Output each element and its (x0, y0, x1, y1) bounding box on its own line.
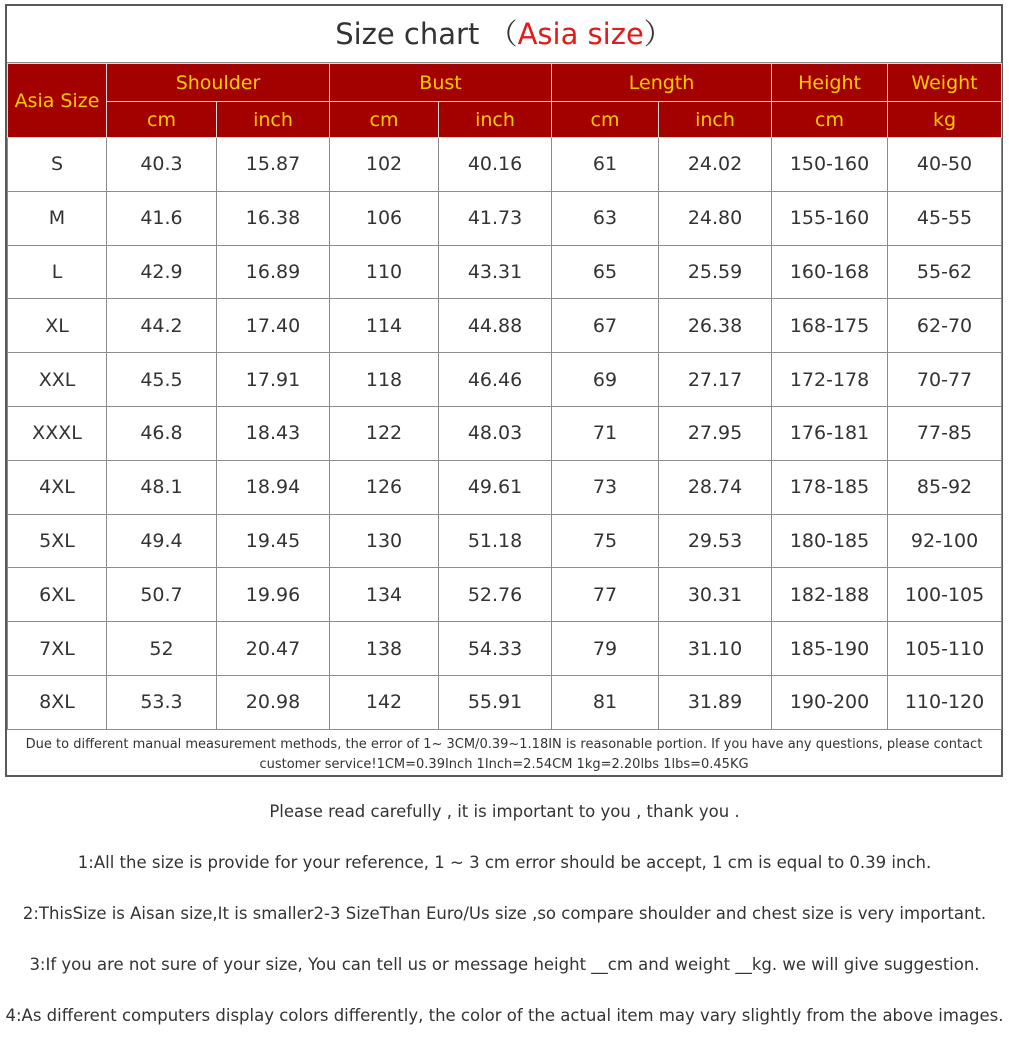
cell-length-cm: 65 (552, 245, 659, 299)
title-main: Size chart (335, 17, 480, 51)
cell-length-inch: 24.80 (659, 191, 772, 245)
header-bust: Bust (330, 64, 552, 102)
cell-shoulder-cm: 52 (107, 622, 217, 676)
cell-bust-cm: 110 (330, 245, 439, 299)
cell-height-cm: 150-160 (772, 138, 888, 192)
header-height: Height (772, 64, 888, 102)
cell-size: 6XL (8, 568, 107, 622)
cell-bust-inch: 54.33 (439, 622, 552, 676)
table-row (8, 460, 1002, 514)
cell-bust-inch: 51.18 (439, 514, 552, 568)
note-4: 4:As different computers display colors differently, the color of the actual item may vary slightly from the above images. (5, 1006, 1004, 1025)
cell-shoulder-inch: 20.47 (217, 622, 330, 676)
title-accent: Asia size (517, 17, 644, 51)
cell-shoulder-cm: 48.1 (107, 460, 217, 514)
cell-height-cm: 155-160 (772, 191, 888, 245)
cell-weight-kg: 105-110 (888, 622, 1002, 676)
cell-shoulder-inch: 17.40 (217, 299, 330, 353)
cell-shoulder-cm: 46.8 (107, 406, 217, 460)
unit-bust-inch: inch (439, 102, 552, 138)
note-3: 3:If you are not sure of your size, You can tell us or message height __cm and weight __kg. we will give suggestion. (29, 955, 980, 974)
cell-height-cm: 190-200 (772, 675, 888, 729)
unit-shoulder-cm: cm (107, 102, 217, 138)
cell-height-cm: 185-190 (772, 622, 888, 676)
cell-bust-cm: 102 (330, 138, 439, 192)
table-row (8, 299, 1002, 353)
cell-length-cm: 61 (552, 138, 659, 192)
cell-height-cm: 180-185 (772, 514, 888, 568)
cell-weight-kg: 70-77 (888, 353, 1002, 407)
cell-length-cm: 63 (552, 191, 659, 245)
cell-bust-cm: 138 (330, 622, 439, 676)
cell-bust-cm: 114 (330, 299, 439, 353)
cell-length-cm: 75 (552, 514, 659, 568)
cell-height-cm: 176-181 (772, 406, 888, 460)
cell-size: XL (8, 299, 107, 353)
cell-bust-inch: 46.46 (439, 353, 552, 407)
cell-size: XXXL (8, 406, 107, 460)
cell-shoulder-inch: 16.38 (217, 191, 330, 245)
cell-bust-cm: 130 (330, 514, 439, 568)
table-row (8, 191, 1002, 245)
table-row (8, 245, 1002, 299)
cell-weight-kg: 100-105 (888, 568, 1002, 622)
cell-shoulder-cm: 45.5 (107, 353, 217, 407)
cell-bust-inch: 41.73 (439, 191, 552, 245)
cell-shoulder-cm: 50.7 (107, 568, 217, 622)
cell-length-cm: 71 (552, 406, 659, 460)
cell-shoulder-inch: 18.43 (217, 406, 330, 460)
cell-size: L (8, 245, 107, 299)
cell-length-inch: 27.95 (659, 406, 772, 460)
cell-length-inch: 24.02 (659, 138, 772, 192)
title-paren-close: ） (643, 17, 673, 51)
cell-bust-cm: 126 (330, 460, 439, 514)
cell-size: 5XL (8, 514, 107, 568)
header-weight: Weight (888, 64, 1002, 102)
table-row (8, 622, 1002, 676)
table-row (8, 675, 1002, 729)
cell-bust-inch: 55.91 (439, 675, 552, 729)
cell-bust-inch: 48.03 (439, 406, 552, 460)
instructions (0, 795, 1009, 1042)
unit-shoulder-inch: inch (217, 102, 330, 138)
cell-shoulder-inch: 19.96 (217, 568, 330, 622)
cell-weight-kg: 40-50 (888, 138, 1002, 192)
cell-length-inch: 30.31 (659, 568, 772, 622)
cell-weight-kg: 62-70 (888, 299, 1002, 353)
cell-length-inch: 28.74 (659, 460, 772, 514)
header-length: Length (552, 64, 772, 102)
cell-length-cm: 79 (552, 622, 659, 676)
table-row (8, 514, 1002, 568)
cell-shoulder-inch: 16.89 (217, 245, 330, 299)
cell-shoulder-inch: 18.94 (217, 460, 330, 514)
cell-length-cm: 67 (552, 299, 659, 353)
cell-size: XXL (8, 353, 107, 407)
cell-weight-kg: 110-120 (888, 675, 1002, 729)
cell-weight-kg: 45-55 (888, 191, 1002, 245)
unit-bust-cm: cm (330, 102, 439, 138)
table-row (8, 138, 1002, 192)
note-2: 2:ThisSize is Aisan size,It is smaller2-3 SizeThan Euro/Us size ,so compare shoulder and chest size is very important. (22, 904, 987, 923)
cell-length-cm: 81 (552, 675, 659, 729)
cell-shoulder-cm: 40.3 (107, 138, 217, 192)
cell-bust-inch: 40.16 (439, 138, 552, 192)
unit-weight-kg: kg (888, 102, 1002, 138)
cell-shoulder-cm: 41.6 (107, 191, 217, 245)
table-row (8, 406, 1002, 460)
cell-length-inch: 31.10 (659, 622, 772, 676)
cell-height-cm: 178-185 (772, 460, 888, 514)
cell-bust-cm: 134 (330, 568, 439, 622)
cell-bust-cm: 122 (330, 406, 439, 460)
title-paren-open: （ (488, 17, 518, 51)
cell-length-inch: 27.17 (659, 353, 772, 407)
cell-size: 4XL (8, 460, 107, 514)
size-chart (5, 4, 1003, 777)
cell-size: M (8, 191, 107, 245)
cell-bust-inch: 44.88 (439, 299, 552, 353)
unit-length-cm: cm (552, 102, 659, 138)
table-row (8, 568, 1002, 622)
cell-size: 8XL (8, 675, 107, 729)
cell-length-cm: 77 (552, 568, 659, 622)
unit-length-inch: inch (659, 102, 772, 138)
chart-title (7, 6, 1001, 63)
cell-size: 7XL (8, 622, 107, 676)
cell-height-cm: 182-188 (772, 568, 888, 622)
table-row (8, 353, 1002, 407)
cell-height-cm: 172-178 (772, 353, 888, 407)
cell-length-inch: 25.59 (659, 245, 772, 299)
cell-height-cm: 168-175 (772, 299, 888, 353)
cell-weight-kg: 77-85 (888, 406, 1002, 460)
cell-bust-cm: 118 (330, 353, 439, 407)
note-1: 1:All the size is provide for your reference, 1 ~ 3 cm error should be accept, 1 cm is equal to 0.39 inch. (77, 853, 932, 872)
cell-bust-inch: 49.61 (439, 460, 552, 514)
cell-shoulder-inch: 19.45 (217, 514, 330, 568)
cell-weight-kg: 55-62 (888, 245, 1002, 299)
cell-length-cm: 69 (552, 353, 659, 407)
cell-shoulder-inch: 15.87 (217, 138, 330, 192)
header-asia-size: Asia Size (8, 64, 107, 138)
cell-shoulder-cm: 53.3 (107, 675, 217, 729)
cell-bust-inch: 52.76 (439, 568, 552, 622)
cell-shoulder-inch: 17.91 (217, 353, 330, 407)
size-table (7, 63, 1002, 730)
cell-bust-cm: 142 (330, 675, 439, 729)
measurement-note: Due to different manual measurement methods, the error of 1~ 3CM/0.39~1.18IN is reasonable portion. If you have any questions, please contact customer service!1CM=0.39Inch 1Inch=2.54CM 1kg=2.20lbs 1lbs=0.45KG (25, 736, 983, 772)
cell-bust-cm: 106 (330, 191, 439, 245)
unit-height-cm: cm (772, 102, 888, 138)
cell-length-inch: 29.53 (659, 514, 772, 568)
cell-length-cm: 73 (552, 460, 659, 514)
cell-shoulder-cm: 42.9 (107, 245, 217, 299)
cell-shoulder-cm: 44.2 (107, 299, 217, 353)
cell-length-inch: 26.38 (659, 299, 772, 353)
cell-bust-inch: 43.31 (439, 245, 552, 299)
cell-height-cm: 160-168 (772, 245, 888, 299)
header-shoulder: Shoulder (107, 64, 330, 102)
cell-weight-kg: 85-92 (888, 460, 1002, 514)
cell-size: S (8, 138, 107, 192)
cell-shoulder-cm: 49.4 (107, 514, 217, 568)
cell-length-inch: 31.89 (659, 675, 772, 729)
cell-shoulder-inch: 20.98 (217, 675, 330, 729)
cell-weight-kg: 92-100 (888, 514, 1002, 568)
note-intro: Please read carefully , it is important to you , thank you . (269, 802, 740, 821)
table-body (8, 138, 1002, 730)
